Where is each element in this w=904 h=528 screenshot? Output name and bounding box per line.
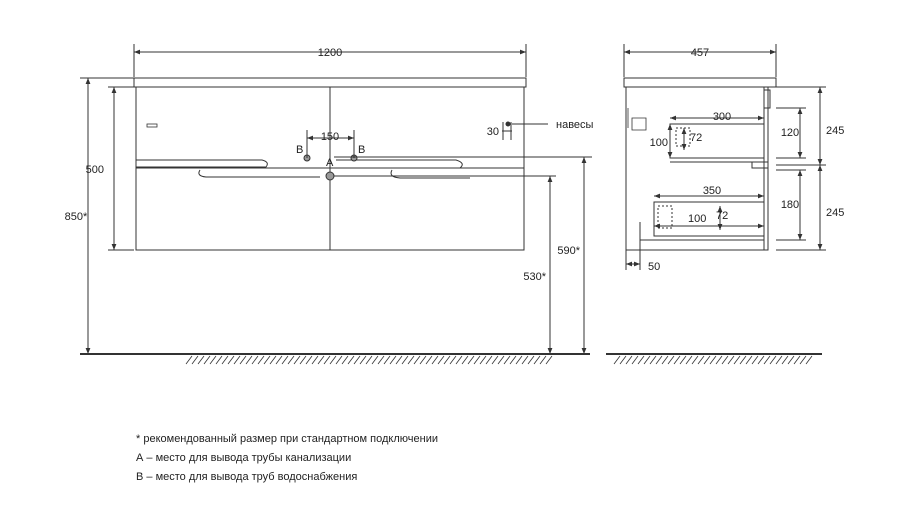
lower-inner-height-label: 72 bbox=[716, 210, 729, 222]
mount-label: навесы bbox=[556, 119, 594, 131]
upper-drawer-depth-label: 300 bbox=[712, 111, 732, 123]
lower-side-height-label: 180 bbox=[780, 199, 800, 211]
lower-box-height-label: 100 bbox=[688, 213, 707, 225]
upper-section-label: 245 bbox=[826, 125, 845, 137]
legend-notes bbox=[136, 430, 438, 487]
note-drain: А – место для вывода трубы канализации bbox=[136, 452, 352, 464]
width-label: 1200 bbox=[317, 47, 343, 59]
floor-hatch bbox=[186, 356, 552, 364]
body-height-label: 500 bbox=[85, 164, 104, 176]
note-water: В – место для вывода труб водоснабжения bbox=[136, 471, 358, 483]
upper-side-height-label: 120 bbox=[780, 127, 800, 139]
front-view bbox=[80, 44, 592, 364]
upper-inner-height-label: 72 bbox=[690, 132, 703, 144]
bottom-offset-label: 50 bbox=[648, 261, 661, 273]
pipe-spacing-label: 150 bbox=[320, 131, 340, 143]
note-recommended: * рекомендованный размер при стандартном подключении bbox=[136, 433, 438, 445]
lower-drawer-depth-label: 350 bbox=[702, 185, 722, 197]
mount-offset-label: 30 bbox=[486, 126, 499, 138]
side-floor-hatch bbox=[614, 356, 812, 364]
drain-pipe-marker bbox=[326, 172, 334, 180]
drain-height-label: 590* bbox=[557, 245, 580, 257]
total-height-label: 850* bbox=[64, 211, 88, 223]
depth-label: 457 bbox=[690, 47, 710, 59]
water-height-label: 530* bbox=[523, 271, 546, 283]
side-countertop bbox=[624, 78, 776, 87]
water-label-left: B bbox=[296, 144, 304, 156]
lower-section-label: 245 bbox=[826, 207, 845, 219]
countertop bbox=[134, 78, 526, 87]
water-label-right: B bbox=[358, 144, 366, 156]
upper-front-height-label: 100 bbox=[649, 137, 668, 149]
drain-label: A bbox=[326, 157, 334, 169]
